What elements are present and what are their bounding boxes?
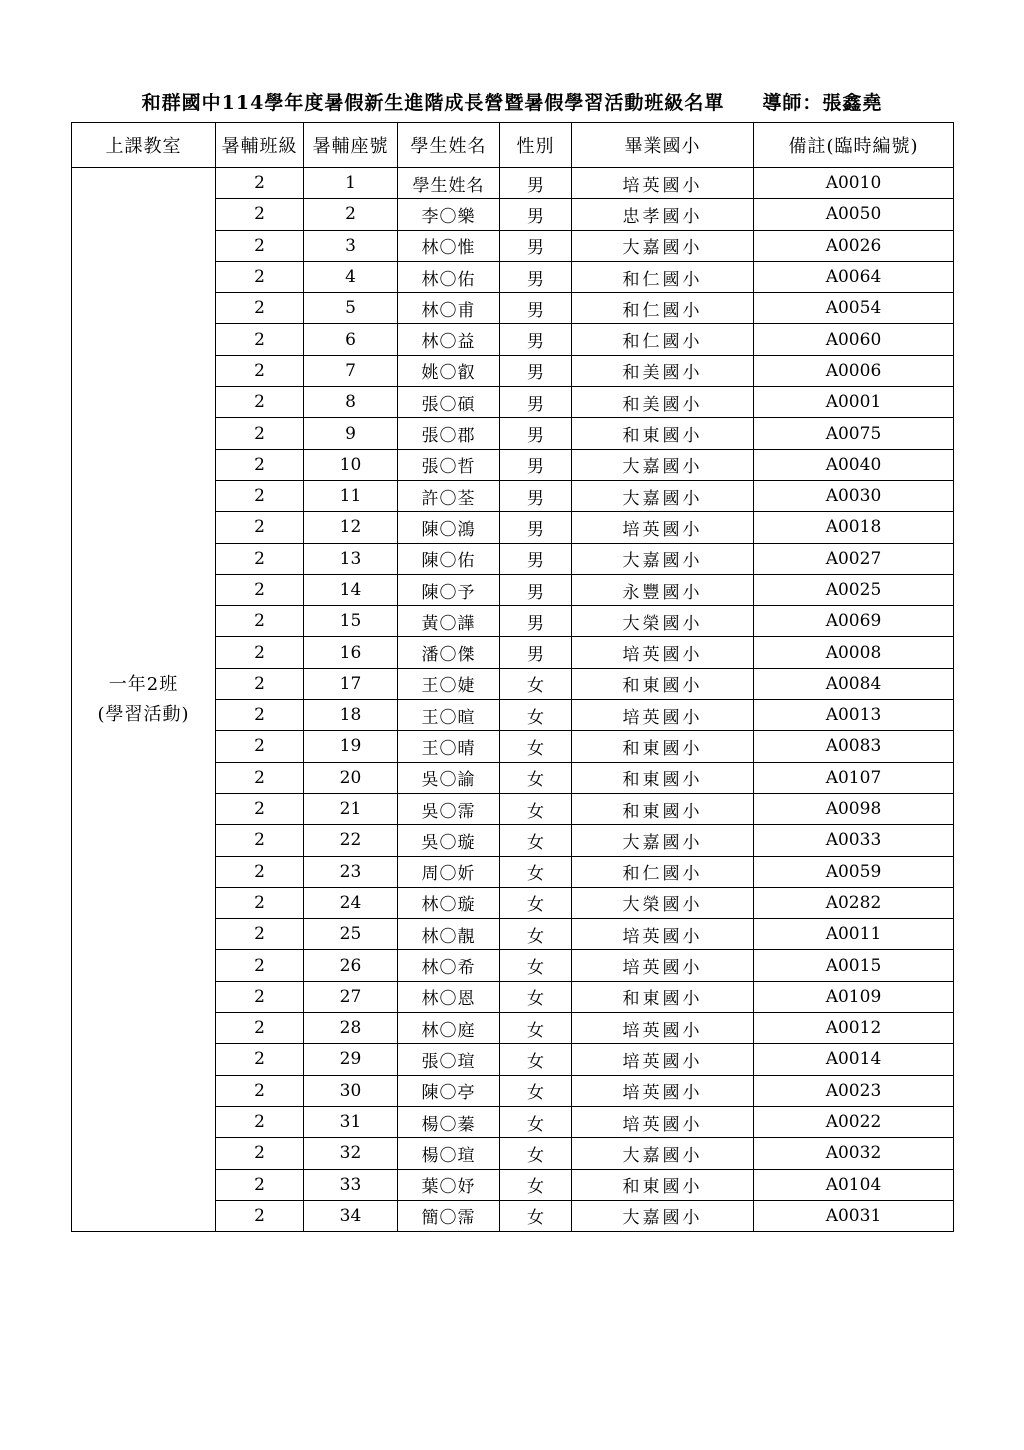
seat-cell: 21 <box>304 793 398 824</box>
classroom-activity: (學習活動) <box>97 703 190 725</box>
gender-cell: 男 <box>500 637 572 668</box>
gender-cell: 男 <box>500 293 572 324</box>
seat-cell: 32 <box>304 1138 398 1169</box>
school-cell: 和仁國小 <box>572 293 754 324</box>
gender-cell: 女 <box>500 1200 572 1231</box>
class-cell: 2 <box>216 919 304 950</box>
gender-cell: 男 <box>500 480 572 511</box>
school-cell: 培英國小 <box>572 512 754 543</box>
seat-cell: 33 <box>304 1169 398 1200</box>
seat-cell: 1 <box>304 168 398 199</box>
title-main: 和群國中114學年度暑假新生進階成長營暨暑假學習活動班級名單 <box>141 92 725 114</box>
class-cell: 2 <box>216 856 304 887</box>
name-cell: 王〇晴 <box>398 731 500 762</box>
seat-cell: 5 <box>304 293 398 324</box>
seat-cell: 8 <box>304 387 398 418</box>
name-cell: 楊〇瑄 <box>398 1138 500 1169</box>
remark-cell: A0014 <box>754 1044 954 1075</box>
gender-cell: 女 <box>500 981 572 1012</box>
name-cell: 林〇惟 <box>398 230 500 261</box>
remark-cell: A0075 <box>754 418 954 449</box>
gender-cell: 女 <box>500 1169 572 1200</box>
seat-cell: 4 <box>304 261 398 292</box>
gender-cell: 女 <box>500 1138 572 1169</box>
remark-cell: A0098 <box>754 793 954 824</box>
gender-cell: 女 <box>500 825 572 856</box>
gender-cell: 女 <box>500 793 572 824</box>
seat-cell: 19 <box>304 731 398 762</box>
remark-cell: A0006 <box>754 355 954 386</box>
name-cell: 吳〇霈 <box>398 793 500 824</box>
school-cell: 大嘉國小 <box>572 449 754 480</box>
seat-cell: 25 <box>304 919 398 950</box>
seat-cell: 16 <box>304 637 398 668</box>
gender-cell: 男 <box>500 418 572 449</box>
remark-cell: A0013 <box>754 700 954 731</box>
remark-cell: A0008 <box>754 637 954 668</box>
class-cell: 2 <box>216 981 304 1012</box>
school-cell: 和美國小 <box>572 355 754 386</box>
class-cell: 2 <box>216 606 304 637</box>
school-cell: 培英國小 <box>572 1106 754 1137</box>
seat-cell: 30 <box>304 1075 398 1106</box>
remark-cell: A0032 <box>754 1138 954 1169</box>
school-cell: 大榮國小 <box>572 606 754 637</box>
name-cell: 張〇瑄 <box>398 1044 500 1075</box>
seat-cell: 29 <box>304 1044 398 1075</box>
table-header-row <box>72 123 954 168</box>
remark-cell: A0083 <box>754 731 954 762</box>
gender-cell: 女 <box>500 950 572 981</box>
class-cell: 2 <box>216 543 304 574</box>
name-cell: 林〇恩 <box>398 981 500 1012</box>
remark-cell: A0022 <box>754 1106 954 1137</box>
school-cell: 永豐國小 <box>572 574 754 605</box>
name-cell: 吳〇諭 <box>398 762 500 793</box>
school-cell: 培英國小 <box>572 919 754 950</box>
class-cell: 2 <box>216 1200 304 1231</box>
school-cell: 忠孝國小 <box>572 199 754 230</box>
seat-cell: 34 <box>304 1200 398 1231</box>
seat-cell: 11 <box>304 480 398 511</box>
name-cell: 吳〇璇 <box>398 825 500 856</box>
school-cell: 和東國小 <box>572 793 754 824</box>
gender-cell: 男 <box>500 355 572 386</box>
name-cell: 陳〇佑 <box>398 543 500 574</box>
class-cell: 2 <box>216 731 304 762</box>
remark-cell: A0054 <box>754 293 954 324</box>
class-cell: 2 <box>216 1044 304 1075</box>
seat-cell: 26 <box>304 950 398 981</box>
name-cell: 陳〇鴻 <box>398 512 500 543</box>
remark-cell: A0012 <box>754 1013 954 1044</box>
name-cell: 張〇碩 <box>398 387 500 418</box>
name-cell: 學生姓名 <box>398 168 500 199</box>
remark-cell: A0069 <box>754 606 954 637</box>
remark-cell: A0084 <box>754 668 954 699</box>
classroom-cell <box>72 168 216 1232</box>
seat-cell: 24 <box>304 887 398 918</box>
remark-cell: A0050 <box>754 199 954 230</box>
school-cell: 和仁國小 <box>572 261 754 292</box>
gender-cell: 男 <box>500 230 572 261</box>
seat-cell: 17 <box>304 668 398 699</box>
name-cell: 李〇樂 <box>398 199 500 230</box>
name-cell: 林〇靚 <box>398 919 500 950</box>
name-cell: 林〇璇 <box>398 887 500 918</box>
class-cell: 2 <box>216 261 304 292</box>
gender-cell: 男 <box>500 199 572 230</box>
seat-cell: 18 <box>304 700 398 731</box>
name-cell: 簡〇霈 <box>398 1200 500 1231</box>
header-remark: 備註(臨時編號) <box>754 123 954 168</box>
class-cell: 2 <box>216 199 304 230</box>
class-cell: 2 <box>216 512 304 543</box>
seat-cell: 20 <box>304 762 398 793</box>
class-cell: 2 <box>216 1138 304 1169</box>
remark-cell: A0104 <box>754 1169 954 1200</box>
remark-cell: A0011 <box>754 919 954 950</box>
name-cell: 張〇哲 <box>398 449 500 480</box>
name-cell: 陳〇亭 <box>398 1075 500 1106</box>
name-cell: 楊〇蓁 <box>398 1106 500 1137</box>
remark-cell: A0025 <box>754 574 954 605</box>
name-cell: 王〇婕 <box>398 668 500 699</box>
seat-cell: 7 <box>304 355 398 386</box>
remark-cell: A0107 <box>754 762 954 793</box>
gender-cell: 男 <box>500 261 572 292</box>
gender-cell: 女 <box>500 1106 572 1137</box>
gender-cell: 男 <box>500 574 572 605</box>
header-seat: 暑輔座號 <box>304 123 398 168</box>
class-cell: 2 <box>216 668 304 699</box>
seat-cell: 28 <box>304 1013 398 1044</box>
seat-cell: 23 <box>304 856 398 887</box>
class-cell: 2 <box>216 887 304 918</box>
remark-cell: A0018 <box>754 512 954 543</box>
class-cell: 2 <box>216 387 304 418</box>
header-student-name: 學生姓名 <box>398 123 500 168</box>
class-cell: 2 <box>216 762 304 793</box>
gender-cell: 男 <box>500 168 572 199</box>
gender-cell: 女 <box>500 1044 572 1075</box>
school-cell: 大嘉國小 <box>572 825 754 856</box>
school-cell: 培英國小 <box>572 1044 754 1075</box>
school-cell: 培英國小 <box>572 700 754 731</box>
table-row <box>72 168 954 199</box>
class-cell: 2 <box>216 168 304 199</box>
seat-cell: 10 <box>304 449 398 480</box>
remark-cell: A0282 <box>754 887 954 918</box>
seat-cell: 31 <box>304 1106 398 1137</box>
class-cell: 2 <box>216 700 304 731</box>
class-cell: 2 <box>216 1013 304 1044</box>
title-teacher: 導師：張鑫堯 <box>762 92 883 114</box>
class-cell: 2 <box>216 480 304 511</box>
name-cell: 王〇暄 <box>398 700 500 731</box>
seat-cell: 2 <box>304 199 398 230</box>
gender-cell: 女 <box>500 1013 572 1044</box>
school-cell: 和東國小 <box>572 418 754 449</box>
gender-cell: 男 <box>500 324 572 355</box>
school-cell: 培英國小 <box>572 1075 754 1106</box>
header-class: 暑輔班級 <box>216 123 304 168</box>
gender-cell: 女 <box>500 887 572 918</box>
school-cell: 培英國小 <box>572 1013 754 1044</box>
class-cell: 2 <box>216 1169 304 1200</box>
school-cell: 和仁國小 <box>572 856 754 887</box>
class-cell: 2 <box>216 825 304 856</box>
gender-cell: 男 <box>500 543 572 574</box>
gender-cell: 男 <box>500 387 572 418</box>
school-cell: 和東國小 <box>572 731 754 762</box>
class-cell: 2 <box>216 637 304 668</box>
table-body <box>72 168 954 1232</box>
school-cell: 培英國小 <box>572 950 754 981</box>
header-classroom: 上課教室 <box>72 123 216 168</box>
remark-cell: A0023 <box>754 1075 954 1106</box>
school-cell: 大榮國小 <box>572 887 754 918</box>
name-cell: 林〇甫 <box>398 293 500 324</box>
class-cell: 2 <box>216 1106 304 1137</box>
seat-cell: 12 <box>304 512 398 543</box>
gender-cell: 女 <box>500 762 572 793</box>
remark-cell: A0033 <box>754 825 954 856</box>
name-cell: 許〇荃 <box>398 480 500 511</box>
seat-cell: 6 <box>304 324 398 355</box>
remark-cell: A0031 <box>754 1200 954 1231</box>
class-cell: 2 <box>216 449 304 480</box>
name-cell: 林〇庭 <box>398 1013 500 1044</box>
class-cell: 2 <box>216 230 304 261</box>
remark-cell: A0001 <box>754 387 954 418</box>
remark-cell: A0040 <box>754 449 954 480</box>
name-cell: 葉〇妤 <box>398 1169 500 1200</box>
seat-cell: 3 <box>304 230 398 261</box>
remark-cell: A0059 <box>754 856 954 887</box>
remark-cell: A0030 <box>754 480 954 511</box>
class-cell: 2 <box>216 793 304 824</box>
remark-cell: A0027 <box>754 543 954 574</box>
gender-cell: 女 <box>500 1075 572 1106</box>
name-cell: 黃〇譁 <box>398 606 500 637</box>
class-cell: 2 <box>216 950 304 981</box>
school-cell: 和東國小 <box>572 762 754 793</box>
school-cell: 大嘉國小 <box>572 230 754 261</box>
class-cell: 2 <box>216 355 304 386</box>
seat-cell: 15 <box>304 606 398 637</box>
seat-cell: 14 <box>304 574 398 605</box>
remark-cell: A0064 <box>754 261 954 292</box>
school-cell: 和仁國小 <box>572 324 754 355</box>
seat-cell: 22 <box>304 825 398 856</box>
gender-cell: 女 <box>500 668 572 699</box>
class-roster-table <box>71 122 954 1232</box>
remark-cell: A0026 <box>754 230 954 261</box>
document-title <box>0 88 1024 115</box>
school-cell: 和東國小 <box>572 1169 754 1200</box>
header-elementary-school: 畢業國小 <box>572 123 754 168</box>
remark-cell: A0109 <box>754 981 954 1012</box>
name-cell: 張〇郡 <box>398 418 500 449</box>
school-cell: 大嘉國小 <box>572 1138 754 1169</box>
name-cell: 姚〇叡 <box>398 355 500 386</box>
name-cell: 陳〇予 <box>398 574 500 605</box>
name-cell: 周〇妡 <box>398 856 500 887</box>
gender-cell: 女 <box>500 856 572 887</box>
remark-cell: A0010 <box>754 168 954 199</box>
school-cell: 大嘉國小 <box>572 543 754 574</box>
gender-cell: 女 <box>500 919 572 950</box>
header-gender: 性別 <box>500 123 572 168</box>
name-cell: 林〇佑 <box>398 261 500 292</box>
class-cell: 2 <box>216 574 304 605</box>
gender-cell: 女 <box>500 700 572 731</box>
gender-cell: 男 <box>500 449 572 480</box>
school-cell: 和東國小 <box>572 668 754 699</box>
class-cell: 2 <box>216 324 304 355</box>
school-cell: 培英國小 <box>572 637 754 668</box>
seat-cell: 27 <box>304 981 398 1012</box>
remark-cell: A0015 <box>754 950 954 981</box>
school-cell: 和美國小 <box>572 387 754 418</box>
class-cell: 2 <box>216 418 304 449</box>
school-cell: 大嘉國小 <box>572 1200 754 1231</box>
gender-cell: 男 <box>500 606 572 637</box>
school-cell: 培英國小 <box>572 168 754 199</box>
gender-cell: 女 <box>500 731 572 762</box>
name-cell: 林〇希 <box>398 950 500 981</box>
name-cell: 林〇益 <box>398 324 500 355</box>
name-cell: 潘〇傑 <box>398 637 500 668</box>
class-cell: 2 <box>216 293 304 324</box>
gender-cell: 男 <box>500 512 572 543</box>
school-cell: 和東國小 <box>572 981 754 1012</box>
seat-cell: 13 <box>304 543 398 574</box>
school-cell: 大嘉國小 <box>572 480 754 511</box>
remark-cell: A0060 <box>754 324 954 355</box>
classroom-name: 一年2班 <box>108 673 179 695</box>
seat-cell: 9 <box>304 418 398 449</box>
class-cell: 2 <box>216 1075 304 1106</box>
